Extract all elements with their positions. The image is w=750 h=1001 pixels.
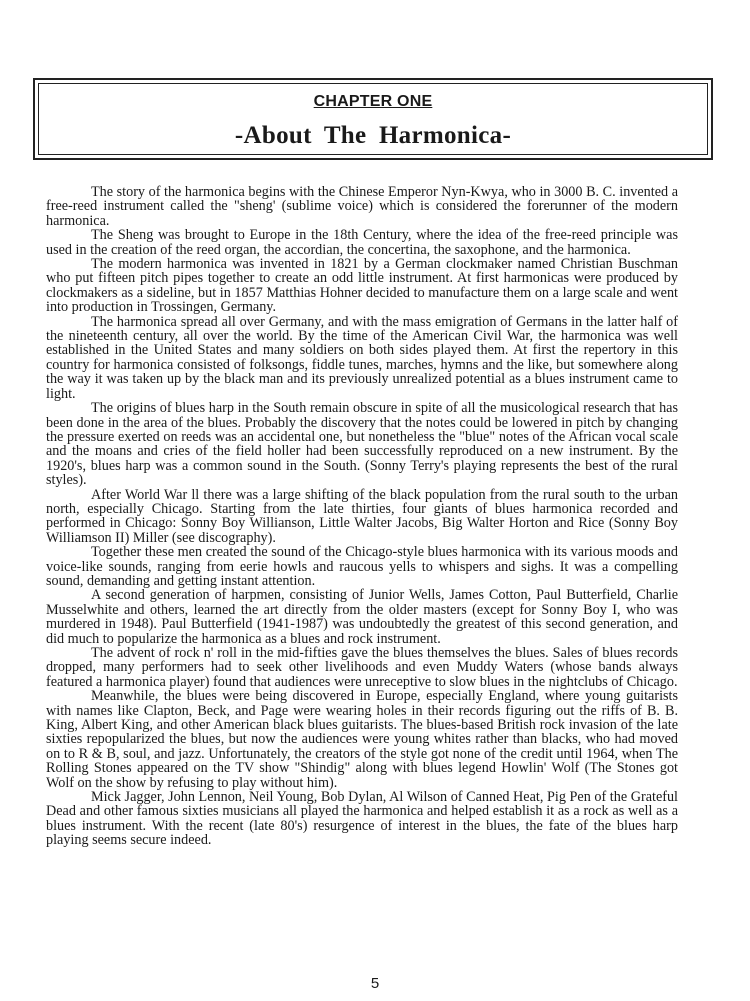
paragraph: After World War ll there was a large shifting of the black population from the rural south to the urban north, especially Chicago. Starting from the late thirties, four giants of blues harmonica recorded and performed in Chicago: Sonny Boy Willianson, Little Walter Jacobs, Big Walter Horton and Rice (Sonny Boy Williamson II) Miller (see discography). bbox=[46, 486, 678, 546]
paragraph: A second generation of harpmen, consisting of Junior Wells, James Cotton, Paul Butterfield, Charlie Musselwhite and others, learned the art directly from the older masters (except for Sonny Boy I, who was murdered in 1948). Paul Butterfield (1941-1987) was undoubtedly the greatest of this second generation, and did much to popularize the harmonica as a blues and rock instrument. bbox=[46, 587, 678, 647]
paragraph: The origins of blues harp in the South remain obscure in spite of all the musicological research that has been done in the area of the blues. Probably the discovery that the notes could be lowered in pitch by changing the pressure exerted on reeds was an accidental one, but nonetheless the "blue" notes of the African vocal scale and the moans and cries of the field holler had been successfully reproduced on a new instrument. By the 1920's, blues harp was a common sound in the South. (Sonny Terry's playing represents the best of the rural styles). bbox=[46, 400, 678, 489]
paragraph: The harmonica spread all over Germany, and with the mass emigration of Germans in the latter half of the nineteenth century, all over the world. By the time of the American Civil War, the harmonica was well established in the United States and many soldiers on both sides played them. At first the repertory in this country for harmonica consisted of folksongs, fiddle tunes, marches, hymns and the like, but somewhere along the way it was taken up by the black man and its previously unrealized potential as a blues instrument came to light. bbox=[46, 313, 678, 402]
paragraph: Mick Jagger, John Lennon, Neil Young, Bob Dylan, Al Wilson of Canned Heat, Pig Pen of the Grateful Dead and other famous sixties musicians all played the harmonica and helped establish it as a rock as well as a blues instrument. With the recent (late 80's) resurgence of interest in the blues, the fate of the blues harp playing seems secure indeed. bbox=[46, 789, 678, 849]
paragraph: Meanwhile, the blues were being discovered in Europe, especially England, where young guitarists with names like Clapton, Beck, and Page were wearing holes in their records figuring out the riffs of B. B. King, Albert King, and other American black blues guitarists. The blues-based British rock invasion of the late sixties repopularized the blues, but now the audiences were young whites rather than blacks, who had moved on to R & B, soul, and jazz. Unfortunately, the creators of the style got none of the credit until 1964, when The Rolling Stones appeared on the TV show "Shindig" along with blues legend Howlin' Wolf (The Stones got Wolf on the show by refusing to play without him). bbox=[46, 688, 678, 791]
body-text bbox=[46, 185, 678, 848]
chapter-header-box bbox=[33, 78, 713, 160]
paragraph: Together these men created the sound of the Chicago-style blues harmonica with its various moods and voice-like sounds, ranging from eerie howls and raucous yells to whispers and sighs. It was a compelling sound, demanding and getting instant attention. bbox=[46, 544, 678, 589]
paragraph: The modern harmonica was invented in 1821 by a German clockmaker named Christian Buschman who put fifteen pitch pipes together to create an odd little instrument. At first harmonicas were produced by clockmakers as a sideline, but in 1857 Matthias Hohner decided to manufacture them on a large scale and went into production in Trossingen, Germany. bbox=[46, 256, 678, 316]
paragraph: The advent of rock n' roll in the mid-fifties gave the blues themselves the blues. Sales of blues records dropped, many performers had to seek other livelihoods and even Muddy Waters (whose bands always featured a harmonica player) found that audiences were unreceptive to slow blues in the nightclubs of Chicago. bbox=[46, 645, 678, 690]
chapter-label: CHAPTER ONE bbox=[313, 93, 433, 110]
chapter-header-inner-border bbox=[38, 83, 708, 155]
page-number: 5 bbox=[370, 975, 380, 992]
paragraph: The story of the harmonica begins with the Chinese Emperor Nyn-Kwya, who in 3000 B. C. invented a free-reed instrument called the "sheng' (sublime voice) which is considered the forerunner of the modern harmonica. bbox=[46, 184, 678, 229]
chapter-title: -About The Harmonica- bbox=[234, 122, 512, 149]
paragraph: The Sheng was brought to Europe in the 18th Century, where the idea of the free-reed principle was used in the creation of the reed organ, the accordian, the concertina, the saxophone, and the harmonica. bbox=[46, 227, 678, 258]
